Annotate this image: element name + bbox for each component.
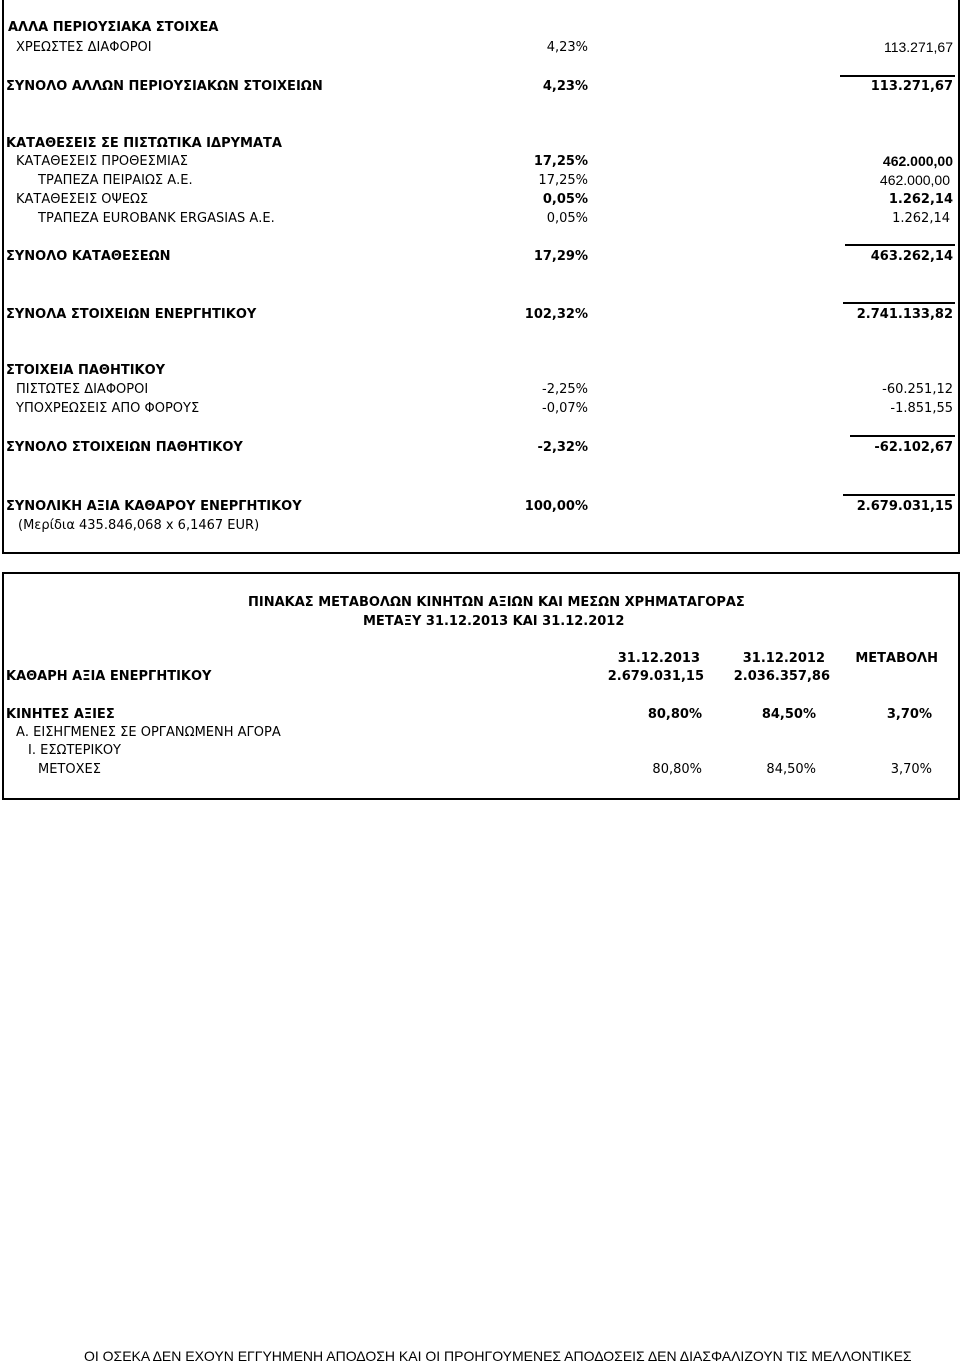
assets-total-pct: 102,32% xyxy=(524,307,588,322)
securities-change: 3,70% xyxy=(886,707,932,722)
deposits-total-pct: 17,29% xyxy=(533,249,588,264)
shares-label: ΜΕΤΟΧΕΣ xyxy=(38,762,101,777)
liabilities-heading: ΣΤΟΙΧΕΙΑ ΠΑΘΗΤΙΚΟΥ xyxy=(6,363,166,378)
term-deposits-label: ΚΑΤΑΘΕΣΕΙΣ ΠΡΟΘΕΣΜΙΑΣ xyxy=(16,154,188,169)
tax-liabilities-pct: -0,07% xyxy=(542,401,588,416)
eurobank-pct: 0,05% xyxy=(546,211,588,226)
domestic-label: Ι. ΕΣΩΤΕΡΙΚΟΥ xyxy=(28,743,121,758)
other-assets-total-label: ΣΥΝΟΛΟ ΑΛΛΩΝ ΠΕΡΙΟΥΣΙΑΚΩΝ ΣΤΟΙΧΕΙΩΝ xyxy=(6,79,323,94)
piraeus-bank-pct: 17,25% xyxy=(538,173,588,188)
col-header-2013: 31.12.2013 xyxy=(617,651,700,666)
debtors-value: 113.271,67 xyxy=(883,39,953,55)
deposits-total-label: ΣΥΝΟΛΟ ΚΑΤΑΘΕΣΕΩΝ xyxy=(6,249,171,264)
securities-2012: 84,50% xyxy=(761,707,816,722)
liabilities-total-value: -62.102,67 xyxy=(874,440,953,455)
creditors-label: ΠΙΣΤΩΤΕΣ ΔΙΑΦΟΡΟΙ xyxy=(16,382,149,397)
assets-total-value: 2.741.133,82 xyxy=(856,307,953,322)
liabilities-total-pct: -2,32% xyxy=(537,440,588,455)
deposits-heading: ΚΑΤΑΘΕΣΕΙΣ ΣΕ ΠΙΣΤΩΤΙΚΑ ΙΔΡΥΜΑΤΑ xyxy=(6,136,282,151)
nav-value: 2.679.031,15 xyxy=(856,499,953,514)
col-header-change: ΜΕΤΑΒΟΛΗ xyxy=(855,651,938,666)
deposits-total-value: 463.262,14 xyxy=(870,249,953,264)
total-rule xyxy=(843,302,955,304)
securities-2013: 80,80% xyxy=(647,707,702,722)
nav-label: ΣΥΝΟΛΙΚΗ ΑΞΙΑ ΚΑΘΑΡΟΥ ΕΝΕΡΓΗΤΙΚΟΥ xyxy=(6,499,302,514)
shares-2012: 84,50% xyxy=(766,762,816,777)
other-assets-total-pct: 4,23% xyxy=(542,79,588,94)
eurobank-value: 1.262,14 xyxy=(892,211,950,226)
debtors-pct: 4,23% xyxy=(546,40,588,55)
shares-2013: 80,80% xyxy=(652,762,702,777)
liabilities-total-label: ΣΥΝΟΛΟ ΣΤΟΙΧΕΙΩΝ ΠΑΘΗΤΙΚΟΥ xyxy=(6,440,243,455)
piraeus-bank-label: ΤΡΑΠΕΖΑ ΠΕΙΡΑΙΩΣ Α.Ε. xyxy=(38,173,193,188)
total-rule xyxy=(845,244,955,246)
eurobank-label: ΤΡΑΠΕΖΑ EUROBANK ERGASIAS Α.Ε. xyxy=(38,211,275,226)
tax-liabilities-value: -1.851,55 xyxy=(890,401,953,416)
col-header-2012: 31.12.2012 xyxy=(742,651,825,666)
debtors-label: ΧΡΕΩΣΤΕΣ ΔΙΑΦΟΡΟΙ xyxy=(16,40,152,55)
shares-change: 3,70% xyxy=(890,762,932,777)
term-deposits-value: 462.000,00 xyxy=(882,153,953,169)
creditors-value: -60.251,12 xyxy=(882,382,953,397)
term-deposits-pct: 17,25% xyxy=(533,154,588,169)
net-asset-value-2013: 2.679.031,15 xyxy=(607,669,704,684)
nav-pct: 100,00% xyxy=(524,499,588,514)
sight-deposits-label: ΚΑΤΑΘΕΣΕΙΣ ΟΨΕΩΣ xyxy=(16,192,149,207)
other-assets-heading: ΑΛΛΑ ΠΕΡΙΟΥΣΙΑΚΑ ΣΤΟΙΧΕΑ xyxy=(8,20,219,35)
total-rule xyxy=(850,435,955,437)
assets-total-label: ΣΥΝΟΛΑ ΣΤΟΙΧΕΙΩΝ ΕΝΕΡΓΗΤΙΚΟΥ xyxy=(6,307,257,322)
net-asset-value-label: ΚΑΘΑΡΗ ΑΞΙΑ ΕΝΕΡΓΗΤΙΚΟΥ xyxy=(6,669,212,684)
piraeus-bank-value: 462.000,00 xyxy=(879,172,950,188)
total-rule xyxy=(840,75,955,77)
other-assets-total-value: 113.271,67 xyxy=(870,79,953,94)
changes-table-subtitle: ΜΕΤΑΞΥ 31.12.2013 ΚΑΙ 31.12.2012 xyxy=(363,614,625,629)
listed-label: Α. ΕΙΣΗΓΜΕΝΕΣ ΣΕ ΟΡΓΑΝΩΜΕΝΗ ΑΓΟΡΑ xyxy=(16,725,281,740)
tax-liabilities-label: ΥΠΟΧΡΕΩΣΕΙΣ ΑΠΟ ΦΟΡΟΥΣ xyxy=(16,401,200,416)
units-note: (Μερίδια 435.846,068 x 6,1467 EUR) xyxy=(18,518,260,533)
disclaimer-footer: ΟΙ ΟΣΕΚΑ ΔΕΝ ΕΧΟΥΝ ΕΓΓΥΗΜΕΝΗ ΑΠΟΔΟΣΗ ΚΑΙ ΟΙ ΠΡΟΗΓΟΥΜΕΝΕΣ ΑΠΟΔΟΣΕΙΣ ΔΕΝ ΔΙΑΣΦΑΛΙΖΟΥΝ ΤΙΣ ΜΕΛΛΟΝΤΙΚΕΣ xyxy=(84,1348,912,1364)
securities-label: ΚΙΝΗΤΕΣ ΑΞΙΕΣ xyxy=(6,707,115,722)
sight-deposits-pct: 0,05% xyxy=(542,192,588,207)
total-rule xyxy=(843,494,955,496)
net-asset-value-2012: 2.036.357,86 xyxy=(733,669,830,684)
changes-table-title: ΠΙΝΑΚΑΣ ΜΕΤΑΒΟΛΩΝ ΚΙΝΗΤΩΝ ΑΞΙΩΝ ΚΑΙ ΜΕΣΩΝ ΧΡΗΜΑΤΑΓΟΡΑΣ xyxy=(248,595,745,610)
creditors-pct: -2,25% xyxy=(542,382,588,397)
sight-deposits-value: 1.262,14 xyxy=(888,192,953,207)
